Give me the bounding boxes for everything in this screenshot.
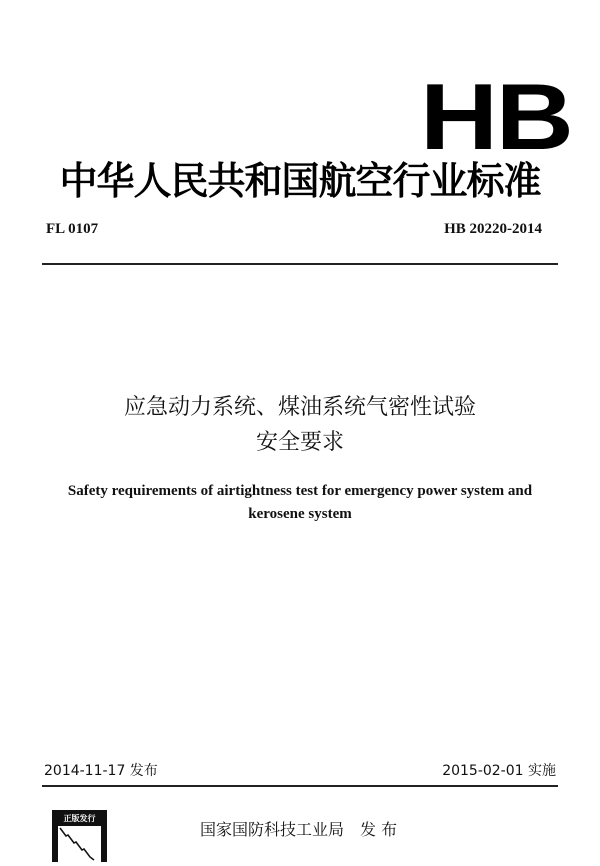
publish-date: 2014-11-17 发布 — [44, 763, 158, 779]
title-cn-line1: 应急动力系统、煤油系统气密性试验 — [123, 395, 476, 420]
classification-code: FL 0107 — [46, 221, 99, 237]
badge-label: 正版发行 — [63, 814, 96, 823]
issuing-authority: 国家国防科技工业局 发 布 — [200, 820, 398, 839]
genuine-edition-badge — [52, 810, 107, 862]
standard-number: HB 20220-2014 — [444, 221, 542, 237]
bottom-divider — [42, 785, 558, 787]
title-cn-line2: 安全要求 — [255, 430, 344, 455]
standard-category-title: 中华人民共和国航空行业标准 — [59, 159, 541, 203]
top-divider — [42, 263, 558, 265]
badge-window — [58, 826, 101, 862]
jagged-line-icon — [58, 826, 101, 862]
hb-logo: HB — [420, 64, 572, 169]
implement-date: 2015-02-01 实施 — [442, 763, 556, 779]
title-en: Safety requirements of airtightness test for emergency power system and kerosene system — [67, 483, 533, 522]
